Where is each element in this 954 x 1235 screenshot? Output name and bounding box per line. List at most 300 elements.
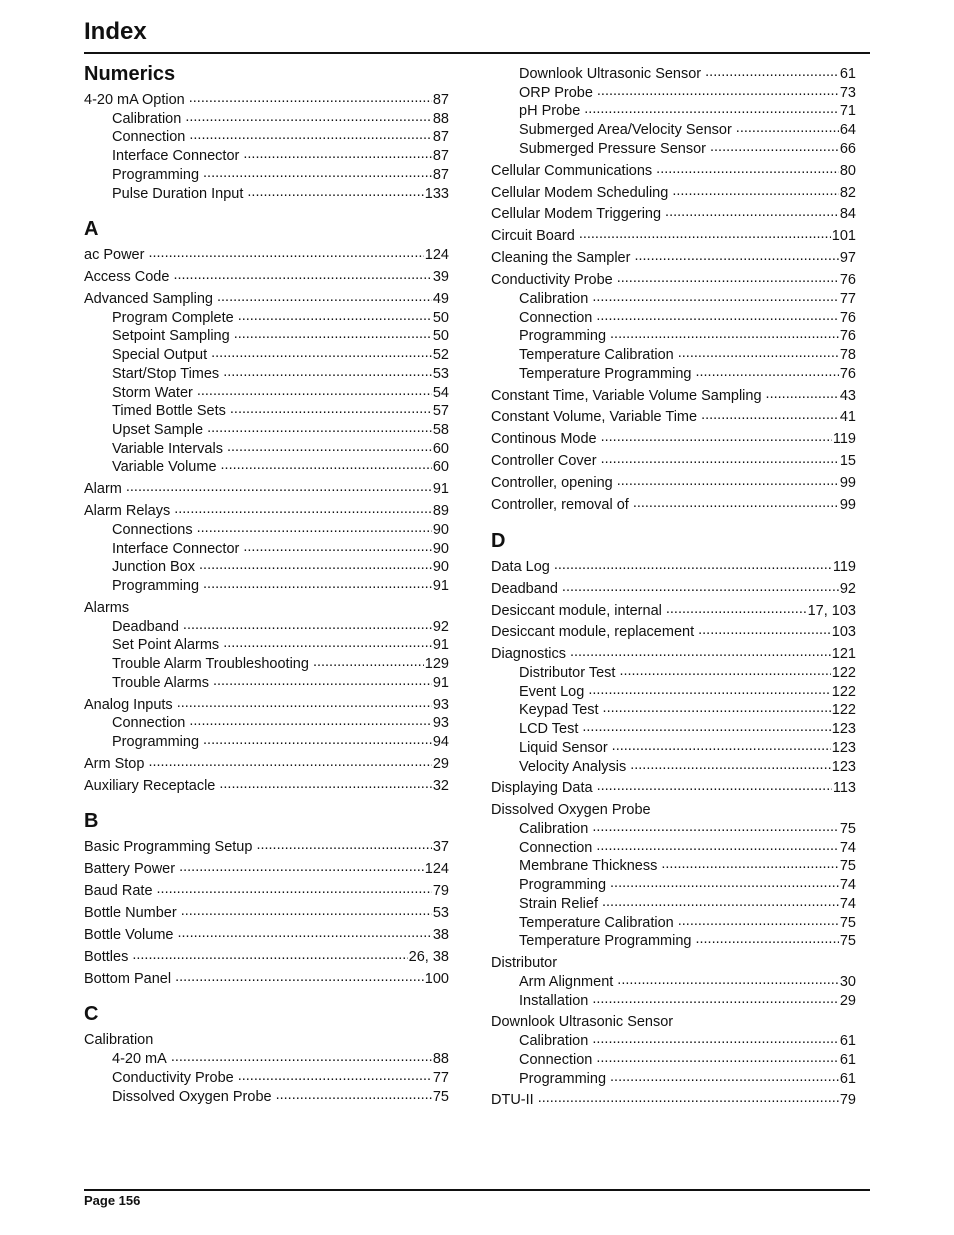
index-subentry — [84, 147, 449, 166]
entry-page-number: 74 — [839, 877, 856, 894]
index-subentry — [491, 1032, 856, 1051]
dot-leader — [313, 655, 424, 674]
dot-leader — [655, 801, 855, 820]
entry-label: Bottles — [84, 948, 129, 965]
dot-leader — [678, 914, 839, 933]
entry-label: Arm Stop — [84, 755, 145, 772]
index-subentry — [491, 346, 856, 365]
index-subentry — [84, 327, 449, 346]
index-entry — [491, 954, 856, 973]
dot-leader — [695, 932, 838, 951]
entry-page-number: 113 — [832, 780, 856, 797]
dot-leader — [601, 430, 832, 449]
index-subentry — [84, 558, 449, 577]
dot-leader — [588, 683, 830, 702]
index-subentry — [84, 521, 449, 540]
dot-leader — [695, 365, 838, 384]
entry-page-number: 60 — [432, 459, 449, 476]
index-entry — [84, 882, 449, 901]
entry-label: Installation — [519, 992, 589, 1009]
index-subentry — [84, 714, 449, 733]
entry-page-number: 87 — [432, 129, 449, 146]
dot-leader — [610, 327, 839, 346]
index-entry — [491, 1013, 856, 1032]
dot-leader — [677, 1013, 855, 1032]
entry-page-number: 79 — [432, 883, 449, 900]
entry-label: Program Complete — [112, 309, 234, 326]
dot-leader — [276, 1088, 432, 1107]
dot-leader — [597, 84, 839, 103]
index-subentry — [84, 618, 449, 637]
header-rule — [84, 52, 870, 54]
entry-page-number: 122 — [831, 683, 856, 700]
index-subentry — [491, 739, 856, 758]
index-entry — [491, 387, 856, 406]
entry-page-number: 50 — [432, 328, 449, 345]
entry-label: Conductivity Probe — [112, 1069, 234, 1086]
dot-leader — [157, 1031, 448, 1050]
dot-leader — [617, 271, 839, 290]
index-subentry — [491, 84, 856, 103]
dot-leader — [596, 839, 839, 858]
index-entry — [84, 860, 449, 879]
entry-label: Submerged Pressure Sensor — [519, 140, 706, 157]
index-entry — [491, 271, 856, 290]
entry-page-number: 91 — [432, 481, 449, 498]
entry-label: Continous Mode — [491, 431, 597, 448]
entry-label: Set Point Alarms — [112, 637, 220, 654]
entry-page-number: 79 — [839, 1092, 856, 1109]
index-entry — [491, 1091, 856, 1110]
dot-leader — [597, 779, 832, 798]
dot-leader — [189, 714, 432, 733]
dot-leader — [177, 926, 431, 945]
index-entry — [491, 430, 856, 449]
entry-page-number: 91 — [432, 637, 449, 654]
entry-page-number: 88 — [432, 1051, 449, 1068]
entry-page-number: 124 — [424, 247, 449, 264]
entry-page-number: 103 — [831, 624, 856, 641]
dot-leader — [698, 623, 831, 642]
dot-leader — [174, 502, 432, 521]
index-subentry — [491, 102, 856, 121]
index-subentry — [491, 839, 856, 858]
dot-leader — [678, 346, 839, 365]
entry-page-number: 89 — [432, 503, 449, 520]
index-subentry — [84, 674, 449, 693]
dot-leader — [570, 645, 831, 664]
entry-page-number: 90 — [432, 540, 449, 557]
entry-label: Battery Power — [84, 861, 176, 878]
entry-label: 4-20 mA Option — [84, 92, 185, 108]
entry-page-number: 17, 103 — [807, 602, 856, 619]
entry-label: Programming — [519, 877, 607, 894]
index-column-left — [84, 62, 449, 1106]
entry-label: Connection — [519, 839, 593, 856]
entry-label: Dissolved Oxygen Probe — [491, 802, 651, 819]
dot-leader — [179, 860, 424, 879]
index-subentry — [84, 128, 449, 147]
dot-leader — [243, 540, 432, 559]
dot-leader — [619, 664, 830, 683]
dot-leader — [227, 440, 432, 459]
dot-leader — [672, 184, 839, 203]
entry-label: Event Log — [519, 683, 585, 700]
entry-label: Bottle Volume — [84, 926, 174, 943]
index-subentry — [84, 384, 449, 403]
index-subentry — [491, 720, 856, 739]
index-subentry — [84, 1088, 449, 1107]
entry-label: Keypad Test — [519, 702, 599, 719]
dot-leader — [665, 205, 839, 224]
dot-leader — [234, 327, 432, 346]
index-entry — [84, 696, 449, 715]
entry-label: Calibration — [519, 290, 589, 307]
entry-label: Submerged Area/Velocity Sensor — [519, 122, 732, 139]
index-entry — [491, 558, 856, 577]
entry-page-number: 49 — [432, 291, 449, 307]
entry-label: Interface Connector — [112, 148, 240, 165]
entry-label: Data Log — [491, 558, 550, 575]
dot-leader — [217, 290, 432, 309]
entry-label: Setpoint Sampling — [112, 328, 230, 345]
index-entry — [491, 184, 856, 203]
entry-label: Calibration — [84, 1032, 154, 1049]
page-title: Index — [84, 18, 147, 45]
entry-page-number: 133 — [424, 185, 449, 202]
entry-label: Diagnostics — [491, 646, 566, 663]
entry-page-number: 76 — [839, 328, 856, 345]
dot-leader — [181, 904, 432, 923]
entry-page-number: 87 — [432, 166, 449, 183]
entry-label: Junction Box — [112, 559, 196, 576]
entry-label: Dissolved Oxygen Probe — [112, 1088, 272, 1105]
dot-leader — [661, 857, 839, 876]
entry-page-number: 75 — [839, 858, 856, 875]
entry-page-number: 93 — [432, 715, 449, 732]
section-heading: Numerics — [84, 63, 176, 85]
entry-label: Cellular Modem Triggering — [491, 206, 662, 223]
index-subentry — [84, 421, 449, 440]
entry-page-number: 58 — [432, 421, 449, 438]
index-entry — [491, 205, 856, 224]
entry-page-number — [855, 801, 856, 820]
index-entry — [491, 602, 856, 621]
dot-leader — [592, 992, 839, 1011]
dot-leader — [223, 365, 432, 384]
index-subentry — [491, 365, 856, 384]
index-subentry — [84, 733, 449, 752]
dot-leader — [601, 452, 839, 471]
index-entry — [84, 1031, 449, 1050]
entry-page-number: 32 — [432, 777, 449, 794]
index-entry — [84, 904, 449, 923]
index-subentry — [491, 914, 856, 933]
dot-leader — [211, 346, 432, 365]
index-subentry — [84, 655, 449, 674]
dot-leader — [148, 246, 423, 265]
index-subentry — [84, 166, 449, 185]
entry-label: Cleaning the Sampler — [491, 250, 631, 267]
entry-page-number: 54 — [432, 384, 449, 401]
entry-label: 4-20 mA — [112, 1051, 167, 1068]
index-subentry — [84, 577, 449, 596]
dot-leader — [584, 102, 839, 121]
entry-label: Connection — [112, 129, 186, 146]
dot-leader — [582, 720, 830, 739]
index-entry — [491, 623, 856, 642]
index-entry — [491, 645, 856, 664]
entry-page-number: 76 — [839, 309, 856, 326]
entry-page-number: 87 — [432, 92, 449, 108]
entry-label: Temperature Programming — [519, 365, 692, 382]
index-subentry — [84, 1050, 449, 1069]
entry-page-number: 91 — [432, 577, 449, 594]
entry-page-number: 122 — [831, 664, 856, 681]
entry-label: Alarm — [84, 481, 122, 498]
index-entry — [84, 599, 449, 618]
entry-page-number — [855, 1013, 856, 1032]
entry-label: Timed Bottle Sets — [112, 403, 226, 420]
entry-page-number: 39 — [432, 269, 449, 286]
index-subentry — [491, 1051, 856, 1070]
dot-leader — [189, 91, 432, 110]
entry-page-number: 37 — [432, 839, 449, 856]
entry-label: Temperature Programming — [519, 933, 692, 950]
dot-leader — [173, 268, 431, 287]
index-subentry — [491, 683, 856, 702]
entry-page-number: 75 — [839, 933, 856, 950]
entry-page-number: 29 — [839, 992, 856, 1009]
entry-page-number: 74 — [839, 895, 856, 912]
index-entry — [491, 162, 856, 181]
dot-leader — [256, 838, 431, 857]
index-subentry — [491, 65, 856, 84]
dot-leader — [554, 558, 832, 577]
dot-leader — [766, 387, 839, 406]
entry-label: Bottom Panel — [84, 970, 172, 987]
entry-label: Displaying Data — [491, 780, 593, 797]
entry-label: Controller, opening — [491, 475, 613, 492]
dot-leader — [602, 895, 839, 914]
dot-leader — [701, 408, 839, 427]
entry-page-number: 41 — [839, 409, 856, 426]
dot-leader — [148, 755, 431, 774]
entry-label: Programming — [519, 1070, 607, 1087]
entry-page-number: 123 — [831, 721, 856, 738]
entry-page-number: 66 — [839, 140, 856, 157]
dot-leader — [630, 758, 831, 777]
entry-page-number: 121 — [831, 646, 856, 663]
dot-leader — [183, 618, 432, 637]
dot-leader — [207, 421, 432, 440]
entry-page-number: 90 — [432, 559, 449, 576]
entry-page-number: 76 — [839, 272, 856, 289]
entry-label: Conductivity Probe — [491, 272, 613, 289]
dot-leader — [238, 1069, 432, 1088]
entry-label: Velocity Analysis — [519, 758, 627, 775]
entry-page-number: 53 — [432, 905, 449, 922]
entry-page-number: 97 — [839, 250, 856, 267]
entry-label: Deadband — [112, 618, 179, 635]
entry-page-number: 77 — [432, 1069, 449, 1086]
index-subentry — [84, 1069, 449, 1088]
index-entry — [491, 474, 856, 493]
entry-label: Programming — [112, 733, 200, 750]
entry-page-number: 57 — [432, 403, 449, 420]
entry-page-number: 75 — [839, 820, 856, 837]
index-subentry — [84, 540, 449, 559]
dot-leader — [132, 948, 407, 967]
entry-page-number: 64 — [839, 122, 856, 139]
entry-page-number: 92 — [839, 580, 856, 597]
index-entry — [84, 91, 449, 110]
dot-leader — [603, 701, 831, 720]
entry-page-number: 84 — [839, 206, 856, 223]
dot-leader — [596, 309, 839, 328]
entry-page-number: 15 — [839, 453, 856, 470]
entry-label: Trouble Alarm Troubleshooting — [112, 655, 309, 672]
index-subentry — [84, 185, 449, 204]
entry-page-number: 52 — [432, 347, 449, 364]
index-entry — [491, 249, 856, 268]
entry-label: Calibration — [112, 110, 182, 127]
index-subentry — [84, 636, 449, 655]
entry-page-number: 119 — [832, 558, 856, 575]
index-column-right — [491, 65, 856, 1110]
dot-leader — [175, 970, 424, 989]
index-entry — [84, 970, 449, 989]
dot-leader — [579, 227, 831, 246]
index-entry — [491, 496, 856, 515]
dot-leader — [126, 480, 432, 499]
entry-label: Baud Rate — [84, 883, 153, 900]
index-subentry — [491, 121, 856, 140]
index-subentry — [84, 402, 449, 421]
dot-leader — [617, 474, 839, 493]
entry-page-number: 122 — [831, 702, 856, 719]
index-subentry — [491, 992, 856, 1011]
dot-leader — [221, 458, 432, 477]
entry-page-number: 29 — [432, 755, 449, 772]
index-entry — [84, 246, 449, 265]
entry-label: Temperature Calibration — [519, 914, 674, 931]
index-entry — [84, 502, 449, 521]
dot-leader — [177, 696, 432, 715]
entry-label: pH Probe — [519, 103, 581, 120]
index-subentry — [491, 701, 856, 720]
entry-label: Desiccant module, internal — [491, 602, 662, 619]
dot-leader — [610, 876, 839, 895]
entry-label: Programming — [519, 328, 607, 345]
entry-label: Advanced Sampling — [84, 291, 213, 307]
entry-label: Controller, removal of — [491, 497, 629, 514]
entry-label: Deadband — [491, 580, 558, 597]
entry-page-number: 99 — [839, 475, 856, 492]
entry-label: Cellular Communications — [491, 162, 653, 179]
entry-page-number: 129 — [424, 655, 449, 672]
index-subentry — [491, 140, 856, 159]
entry-page-number: 101 — [831, 228, 856, 245]
footer-rule — [84, 1189, 870, 1191]
entry-label: Circuit Board — [491, 228, 575, 245]
index-subentry — [491, 290, 856, 309]
dot-leader — [656, 162, 839, 181]
section-heading: D — [491, 529, 506, 552]
entry-label: Access Code — [84, 269, 170, 286]
entry-label: Desiccant module, replacement — [491, 624, 695, 641]
entry-page-number: 75 — [432, 1088, 449, 1105]
entry-label: Membrane Thickness — [519, 858, 658, 875]
index-entry — [84, 480, 449, 499]
index-subentry — [84, 458, 449, 477]
dot-leader — [199, 558, 432, 577]
index-subentry — [491, 327, 856, 346]
index-subentry — [491, 1070, 856, 1089]
entry-label: Upset Sample — [112, 421, 204, 438]
entry-page-number: 90 — [432, 521, 449, 538]
entry-label: Calibration — [519, 820, 589, 837]
index-entry — [84, 290, 449, 309]
index-subentry — [84, 346, 449, 365]
entry-page-number — [448, 599, 449, 618]
entry-label: Constant Time, Variable Volume Sampling — [491, 387, 762, 404]
dot-leader — [633, 496, 839, 515]
dot-leader — [561, 954, 855, 973]
dot-leader — [247, 185, 423, 204]
entry-page-number: 74 — [839, 839, 856, 856]
entry-label: Interface Connector — [112, 540, 240, 557]
entry-label: Constant Volume, Variable Time — [491, 409, 698, 426]
entry-label: Start/Stop Times — [112, 365, 220, 382]
entry-label: Controller Cover — [491, 453, 597, 470]
entry-label: Auxiliary Receptacle — [84, 777, 216, 794]
entry-label: Distributor — [491, 955, 558, 972]
entry-page-number: 76 — [839, 365, 856, 382]
index-entry — [84, 838, 449, 857]
entry-page-number: 123 — [831, 758, 856, 775]
dot-leader — [592, 1032, 839, 1051]
dot-leader — [666, 602, 807, 621]
index-subentry — [491, 932, 856, 951]
page-number: Page 156 — [84, 1193, 141, 1208]
dot-leader — [617, 973, 839, 992]
dot-leader — [238, 309, 432, 328]
entry-page-number: 77 — [839, 290, 856, 307]
entry-label: Programming — [112, 577, 200, 594]
entry-page-number: 124 — [424, 861, 449, 878]
index-subentry — [84, 309, 449, 328]
index-entry — [491, 452, 856, 471]
dot-leader — [705, 65, 839, 84]
entry-label: Strain Relief — [519, 895, 598, 912]
entry-label: Connection — [519, 1051, 593, 1068]
index-entry — [491, 408, 856, 427]
dot-leader — [612, 739, 831, 758]
index-entry — [84, 268, 449, 287]
entry-label: Programming — [112, 166, 200, 183]
entry-page-number: 91 — [432, 674, 449, 691]
dot-leader — [223, 636, 432, 655]
section-heading: A — [84, 218, 99, 241]
entry-page-number: 61 — [839, 1033, 856, 1050]
index-subentry — [84, 110, 449, 129]
dot-leader — [562, 580, 839, 599]
dot-leader — [133, 599, 448, 618]
entry-page-number: 43 — [839, 387, 856, 404]
entry-page-number: 71 — [839, 103, 856, 120]
entry-page-number: 119 — [832, 431, 856, 448]
